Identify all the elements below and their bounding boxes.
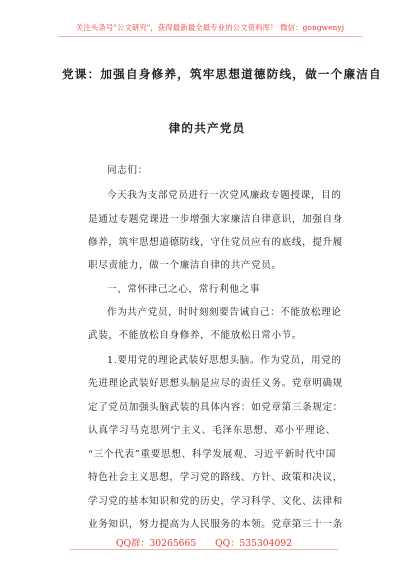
body-line: 特色社会主义思想，学习党的路线、方针、政策和决议， [88, 472, 343, 483]
body-line: 先进理论武装好思想头脑是应尽的责任义务。党章明确规 [88, 378, 343, 389]
body-line: “三个代表”重要思想、科学发展观、习近平新时代中国 [88, 449, 336, 460]
body-line: 学习党的基本知识和党的历史，学习科学、文化、法律和 [88, 496, 343, 507]
body-line: 作为共产党员，时时刻刻要告诫自己：不能放松理论 [107, 307, 342, 318]
body-line: 定了党员加强头脑武装的具体内容：如党章第三条规定： [88, 402, 343, 413]
section-heading: 一、常怀律己之心，常行利他之事 [107, 284, 260, 295]
page-footer [0, 535, 408, 549]
body-line: 修养，筑牢思想道德防线，守住党员应有的底线，提升履 [88, 237, 343, 248]
body-line: 今天我为支部党员进行一次党风廉政专题授课，目的 [107, 190, 342, 201]
body-line: 武装，不能放松自身修养，不能放松日常小节。 [88, 330, 303, 341]
header-divider [58, 36, 362, 37]
document-title-line-2: 律的共产党员 [168, 121, 246, 135]
document-title-line-1: 党课：加强自身修养，筑牢思想道德防线，做一个廉洁自 [62, 67, 382, 81]
body-line: 认真学习马克思列宁主义、毛泽东思想、邓小平理论、 [88, 425, 336, 436]
footer-qq-number: QQ：535304092 [215, 538, 292, 549]
footer-divider [70, 549, 338, 550]
footer-qq-group: QQ群：30265665 [116, 538, 197, 549]
body-line: 是通过专题党课进一步增强大家廉洁自律意识，加强自身 [88, 214, 343, 225]
page-header-notice: 关注头条号"公文研究"，获得最新最全最专业的公文资料库！ 微信：gongwenyj [75, 23, 345, 32]
body-line: 1.要用党的理论武装好思想头脑。作为党员，用党的 [107, 355, 342, 366]
salutation: 同志们： [107, 165, 148, 176]
body-line: 职尽责能力，做一个廉洁自律的共产党员。 [88, 260, 282, 271]
body-line: 业务知识，努力提高为人民服务的本领。党章第三十一条 [88, 519, 343, 530]
